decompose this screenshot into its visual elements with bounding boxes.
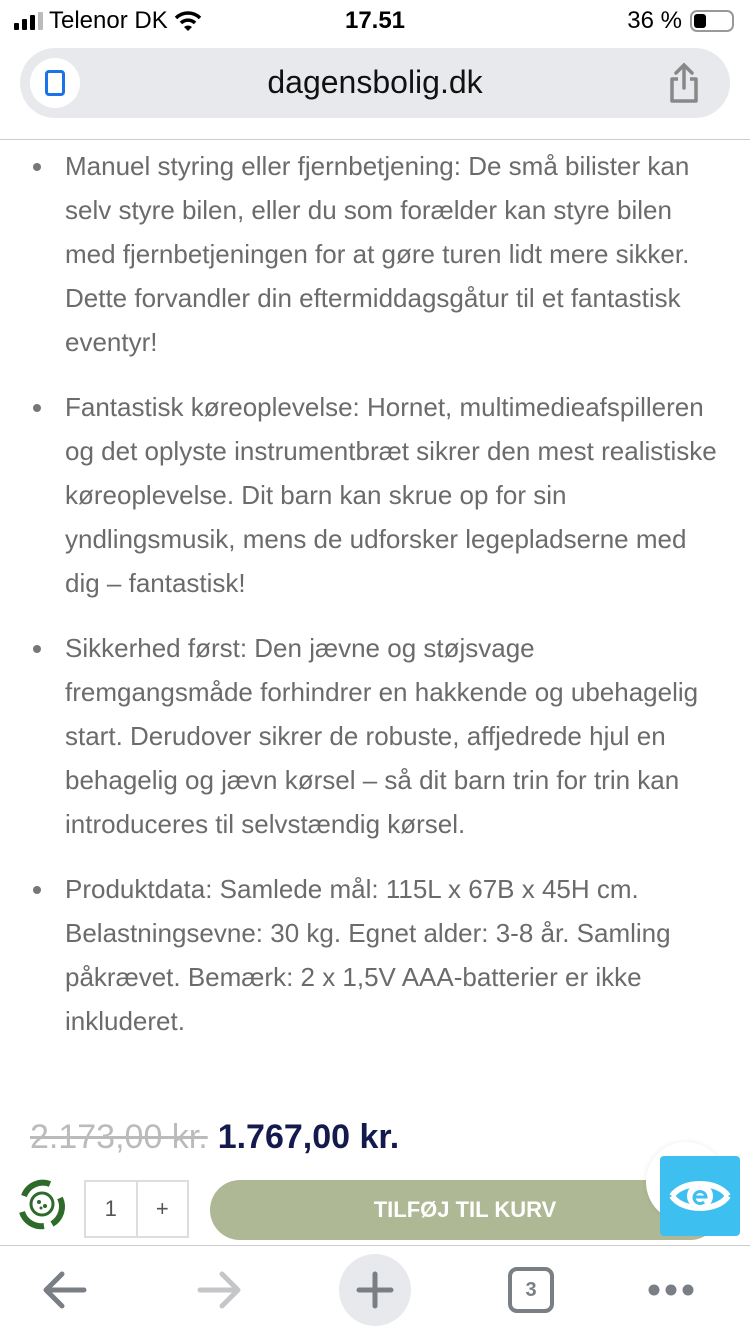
feature-list — [0, 139, 750, 1064]
eye-icon — [668, 1174, 732, 1218]
list-item: Manuel styring eller fjernbetjening: De små bilister kan selv styre bilen, eller du som forælder kan styre bilen med fjernbetjeningen for at gøre turen lidt mere sikker. Dette forvandler din eftermiddagsgåtur til et fantastisk eventyr! — [0, 144, 750, 364]
list-item: Produktdata: Samlede mål: 115L x 67B x 45H cm. Belastningsevne: 30 kg. Egnet alder: 3-8 år. Samling påkrævet. Bemærk: 2 x 1,5V AAA-batterier er ikke inkluderet. — [0, 867, 750, 1043]
quantity-increase-button[interactable]: + — [136, 1182, 188, 1236]
tab-count: 3 — [508, 1267, 554, 1313]
forward-button[interactable] — [190, 1254, 250, 1326]
more-icon — [647, 1283, 695, 1297]
battery-percent: 36 % — [627, 7, 682, 34]
battery-icon — [690, 10, 734, 32]
accessibility-button[interactable] — [660, 1156, 740, 1236]
browser-toolbar — [0, 1245, 750, 1334]
share-icon[interactable] — [664, 62, 704, 104]
quantity-input[interactable]: 1 — [104, 1196, 117, 1221]
more-menu-button[interactable] — [646, 1254, 696, 1326]
plus-icon — [355, 1270, 395, 1310]
back-button[interactable] — [34, 1254, 94, 1326]
new-tab-button[interactable] — [339, 1254, 411, 1326]
add-to-cart-button[interactable]: TILFØJ TIL KURV — [210, 1180, 720, 1240]
list-item: Sikkerhed først: Den jævne og støjsvage fremgangsmåde forhindrer en hakkende og ubehagelig start. Derudover sikrer de robuste, affjedrede hjul en behagelig og jævn kørsel – så dit barn trin for trin kan introduceres til selvstændig kørsel. — [0, 626, 750, 846]
quantity-stepper[interactable] — [84, 1180, 189, 1238]
carrier-name: Telenor DK — [49, 7, 168, 34]
tabs-button[interactable] — [506, 1254, 556, 1326]
sale-price: 1.767,00 kr. — [217, 1118, 400, 1156]
old-price: 2.173,00 kr. — [30, 1118, 208, 1156]
clock: 17.51 — [344, 7, 406, 34]
status-bar — [0, 0, 750, 44]
address-bar[interactable] — [20, 48, 730, 118]
url-host[interactable]: dagensbolig.dk — [267, 64, 483, 100]
arrow-right-icon — [196, 1270, 244, 1310]
recycle-badge-icon[interactable] — [14, 1176, 70, 1232]
list-item: Fantastisk køreoplevelse: Hornet, multimedieafspilleren og det oplyste instrumentbræt sikrer den mest realistiske køreoplevelse. Dit barn kan skrue op for sin yndlingsmusik, mens de udforsker legepladserne med dig – fantastisk! — [0, 385, 750, 605]
arrow-left-icon — [40, 1270, 88, 1310]
price — [30, 1118, 399, 1157]
